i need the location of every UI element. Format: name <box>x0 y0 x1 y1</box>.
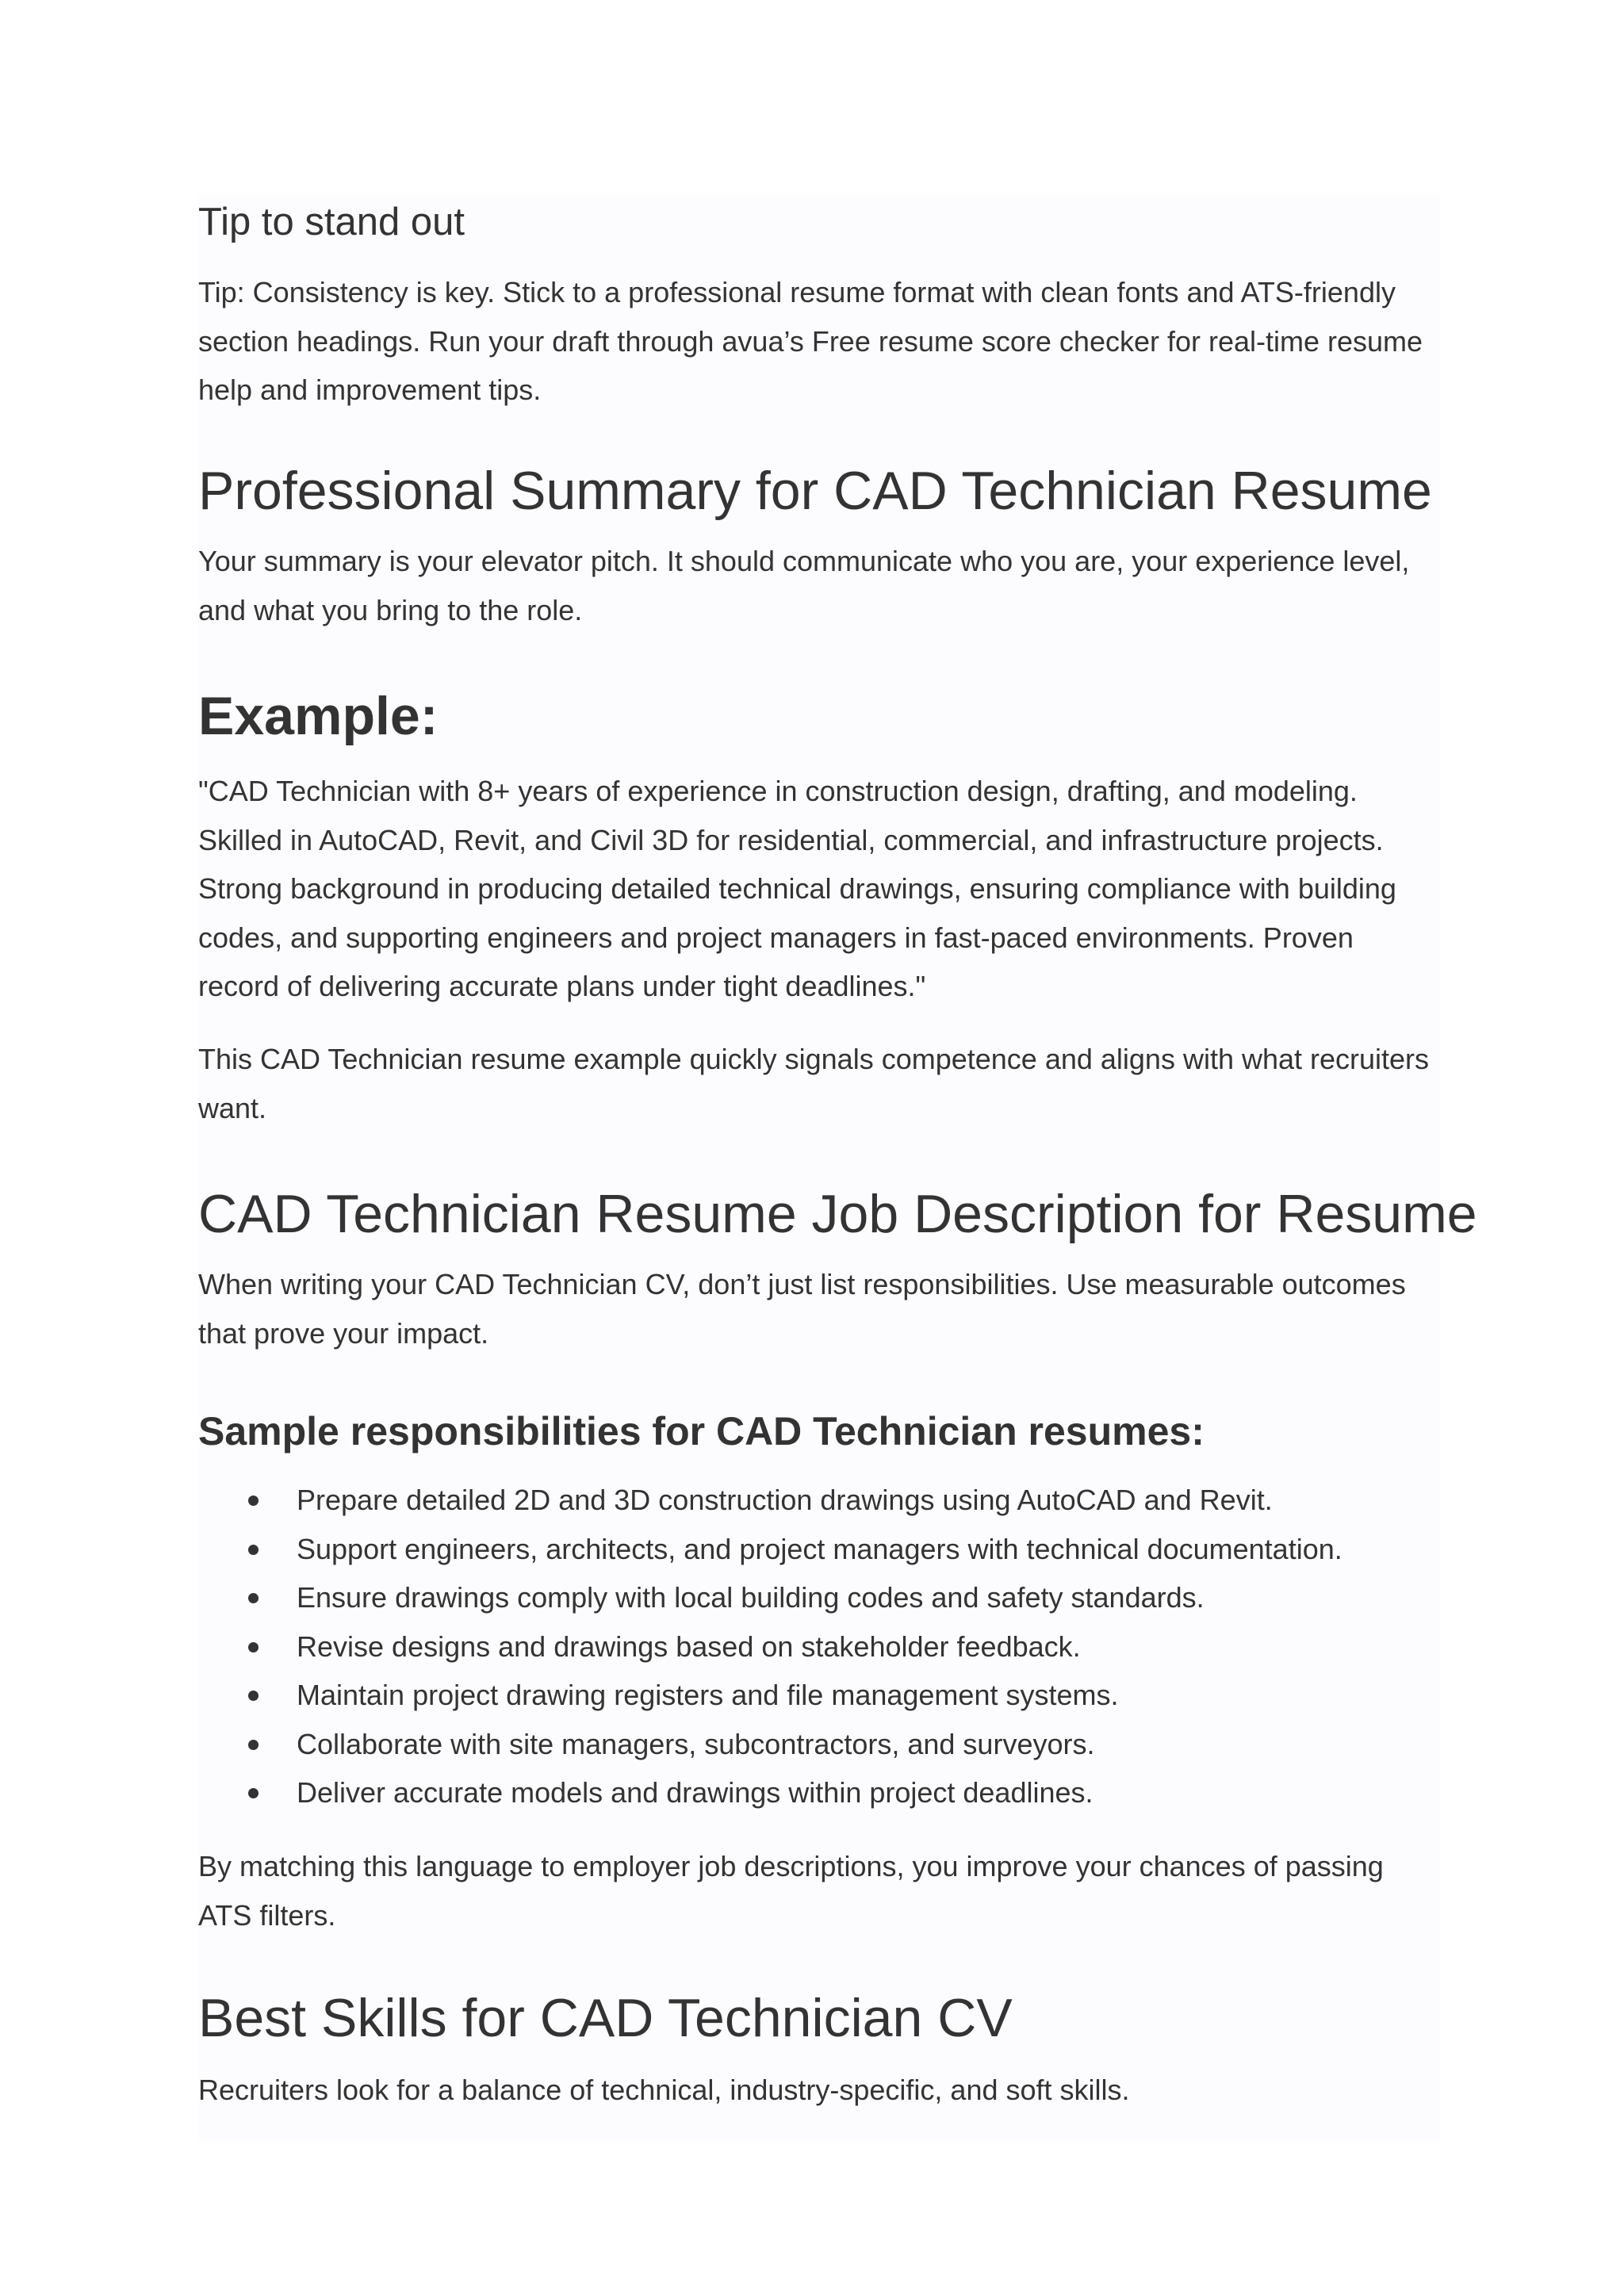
list-item-text: Prepare detailed 2D and 3D construction drawings using AutoCAD and Revit. <box>297 1484 1273 1516</box>
skills-intro: Recruiters look for a balance of technical, industry-specific, and soft skills. <box>198 2074 1130 2106</box>
job-description-closing: By matching this language to employer job descriptions, you improve your chances of passing ATS filters. <box>198 1850 1384 1932</box>
job-description-heading: CAD Technician Resume Job Description for Resume <box>198 1184 1477 1244</box>
summary-heading: Professional Summary for CAD Technician Resume <box>198 461 1432 521</box>
bullet-icon <box>248 1642 259 1653</box>
list-item <box>198 1720 1342 1769</box>
responsibilities-list <box>198 1476 1342 1817</box>
job-description-intro: When writing your CAD Technician CV, don’t just list responsibilities. Use measurable outcomes that prove your impact. <box>198 1268 1406 1350</box>
list-item-text: Revise designs and drawings based on stakeholder feedback. <box>297 1630 1081 1663</box>
bullet-icon <box>248 1691 259 1701</box>
tip-heading: Tip to stand out <box>198 201 465 243</box>
bullet-icon <box>248 1496 259 1506</box>
responsibilities-subheading: Sample responsibilities for CAD Technician resumes: <box>198 1409 1205 1453</box>
list-item-text: Maintain project drawing registers and file management systems. <box>297 1679 1119 1711</box>
list-item-text: Ensure drawings comply with local building codes and safety standards. <box>297 1581 1205 1614</box>
list-item <box>198 1476 1342 1525</box>
list-item <box>198 1671 1342 1720</box>
bullet-icon <box>248 1740 259 1750</box>
list-item-text: Collaborate with site managers, subcontractors, and surveyors. <box>297 1727 1095 1760</box>
example-quote: "CAD Technician with 8+ years of experience in construction design, drafting, and modeling. Skilled in AutoCAD, Revit, and Civil 3D for residential, commercial, and infrastructure projects. Strong background in producing detailed technical drawings, ensuring compliance with building codes, and supporting engineers and project managers in fast-paced environments. Proven record of delivering accurate plans under tight deadlines." <box>198 775 1396 1002</box>
bullet-icon <box>248 1545 259 1555</box>
bullet-icon <box>248 1788 259 1798</box>
tip-text: Tip: Consistency is key. Stick to a professional resume format with clean fonts and ATS-friendly section headings. Run your draft through avua’s Free resume score checker for real-time resume help and improvement tips. <box>198 276 1423 406</box>
example-heading: Example: <box>198 686 439 746</box>
list-item <box>198 1622 1342 1672</box>
list-item <box>198 1525 1342 1574</box>
list-item-text: Deliver accurate models and drawings within project deadlines. <box>297 1776 1094 1809</box>
list-item <box>198 1768 1342 1817</box>
document-content <box>198 197 1477 2141</box>
bullet-icon <box>248 1593 259 1603</box>
list-item <box>198 1573 1342 1622</box>
skills-heading: Best Skills for CAD Technician CV <box>198 1988 1013 2048</box>
summary-intro: Your summary is your elevator pitch. It should communicate who you are, your experience level, and what you bring to the role. <box>198 545 1410 626</box>
list-item-text: Support engineers, architects, and project managers with technical documentation. <box>297 1532 1342 1565</box>
example-note: This CAD Technician resume example quickly signals competence and aligns with what recruiters want. <box>198 1043 1430 1124</box>
